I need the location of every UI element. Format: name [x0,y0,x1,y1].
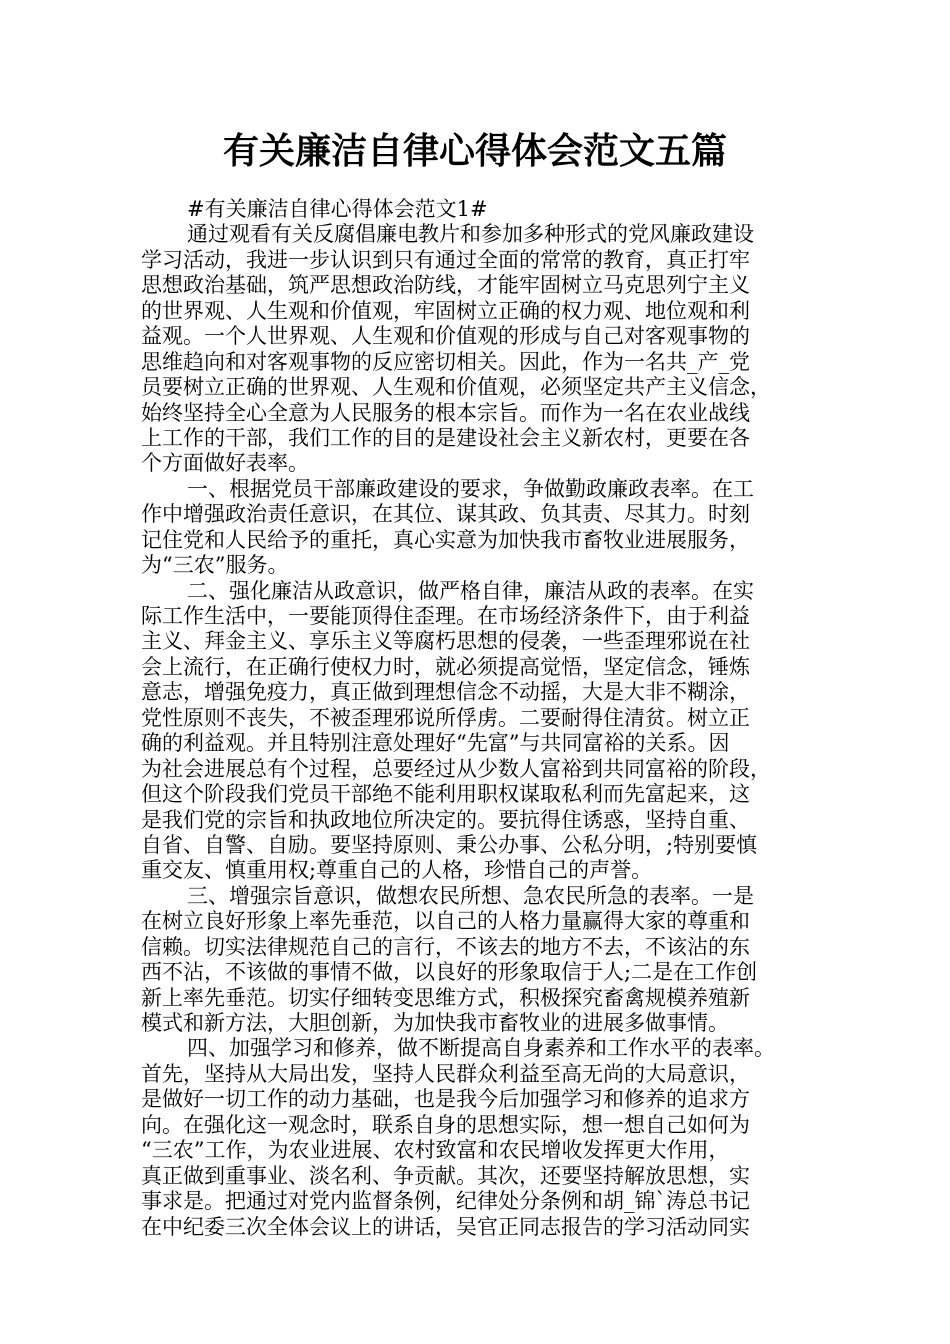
text-line: 在树立良好形象上率先垂范，以自己的人格力量赢得大家的尊重和 [141,909,750,934]
text-line: 真正做到重事业、淡名利、争贡献。其次，还要坚持解放思想，实 [141,1163,750,1188]
text-line: 信赖。切实法律规范自己的言行，不该去的地方不去，不该沾的东 [141,934,750,959]
text-line: 首先，坚持从大局出发，坚持人民群众利益至高无尚的大局意识， [141,1061,750,1086]
text-line: 始终坚持全心全意为人民服务的根本宗旨。而作为一名在农业战线 [141,400,750,425]
text-line: 主义、拜金主义、享乐主义等腐朽思想的侵袭，一些歪理邪说在社 [141,629,750,654]
text-line: 向。在强化这一观念时，联系自身的思想实际，想一想自己如何为 [141,1112,750,1137]
text-line: 际工作生活中，一要能顶得住歪理。在市场经济条件下，由于利益 [141,604,750,628]
text-line: 记住党和人民给予的重托，真心实意为加快我市畜牧业进展服务， [141,527,750,552]
text-line: “三农”工作，为农业进展、农村致富和农民增收发挥更大作用， [141,1138,730,1163]
text-line: 确的利益观。并且特别注意处理好“先富”与共同富裕的关系。因 [141,731,730,756]
text-line: 重交友、慎重用权;尊重自己的人格，珍惜自己的声誉。 [141,858,653,883]
text-line: 通过观看有关反腐倡廉电教片和参加多种形式的党风廉政建设 [187,222,754,247]
document-title: 有关廉洁自律心得体会范文五篇 [222,131,727,172]
text-line: 一、根据党员干部廉政建设的要求，争做勤政廉政表率。在工 [187,476,754,501]
text-line: 是我们党的宗旨和执政地位所决定的。要抗得住诱惑，坚持自重、 [141,807,750,832]
text-line: 的世界观、人生观和价值观，牢固树立正确的权力观、地位观和利 [141,298,750,323]
text-line: #有关廉洁自律心得体会范文1# [187,197,488,221]
text-line: 作中增强政治责任意识，在其位、谋其政、负其责、尽其力。时刻 [141,502,750,527]
text-line: 是做好一切工作的动力基础，也是我今后加强学习和修养的追求方 [141,1087,750,1112]
text-line: 为社会进展总有个过程，总要经过从少数人富裕到共同富裕的阶段， [141,756,771,781]
text-line: 学习活动，我进一步认识到只有通过全面的常常的教育，真正打牢 [141,247,750,272]
text-line: 员要树立正确的世界观、人生观和价值观，必须坚定共产主义信念， [141,375,771,400]
text-line: 二、强化廉洁从政意识，做严格自律，廉洁从政的表率。在实 [187,578,754,603]
text-line: 在中纪委三次全体会议上的讲话，吴官正同志报告的学习活动同实 [141,1214,750,1239]
text-line: 西不沾，不该做的事情不做，以良好的形象取信于人;二是在工作创 [141,960,758,985]
text-line: 个方面做好表率。 [141,451,309,476]
text-line: 但这个阶段我们党员干部绝不能利用职权谋取私利而先富起来，这 [141,782,750,807]
text-line: 党性原则不丧失，不被歪理邪说所俘虏。二要耐得住清贫。树立正 [141,705,750,730]
text-line: 上工作的干部，我们工作的目的是建设社会主义新农村，更要在各 [141,425,750,450]
text-line: 四、加强学习和修养，做不断提高自身素养和工作水平的表率。 [187,1036,775,1061]
document-body [141,197,831,1240]
text-line: 思想政治基础，筑严思想政治防线，才能牢固树立马克思列宁主义 [141,273,750,298]
text-line: 新上率先垂范。切实仔细转变思维方式，积极探究畜禽规模养殖新 [141,985,750,1010]
text-line: 事求是。把通过对党内监督条例，纪律处分条例和胡_锦`涛总书记 [141,1189,750,1214]
text-line: 模式和新方法，大胆创新，为加快我市畜牧业的进展多做事情。 [141,1011,729,1035]
text-line: 思维趋向和对客观事物的反应密切相关。因此，作为一名共_产_党 [141,349,750,374]
text-line: 自省、自警、自励。要坚持原则、秉公办事、公私分明，;特别要慎 [141,832,758,857]
text-line: 三、增强宗旨意识，做想农民所想、急农民所急的表率。一是 [187,883,754,908]
text-line: 会上流行，在正确行使权力时，就必须提高觉悟，坚定信念，锤炼 [141,654,750,679]
text-line: 为“三农”服务。 [141,553,289,578]
text-line: 意志，增强免疫力，真正做到理想信念不动摇，大是大非不糊涂， [141,680,750,705]
text-line: 益观。一个人世界观、人生观和价值观的形成与自己对客观事物的 [141,324,750,349]
